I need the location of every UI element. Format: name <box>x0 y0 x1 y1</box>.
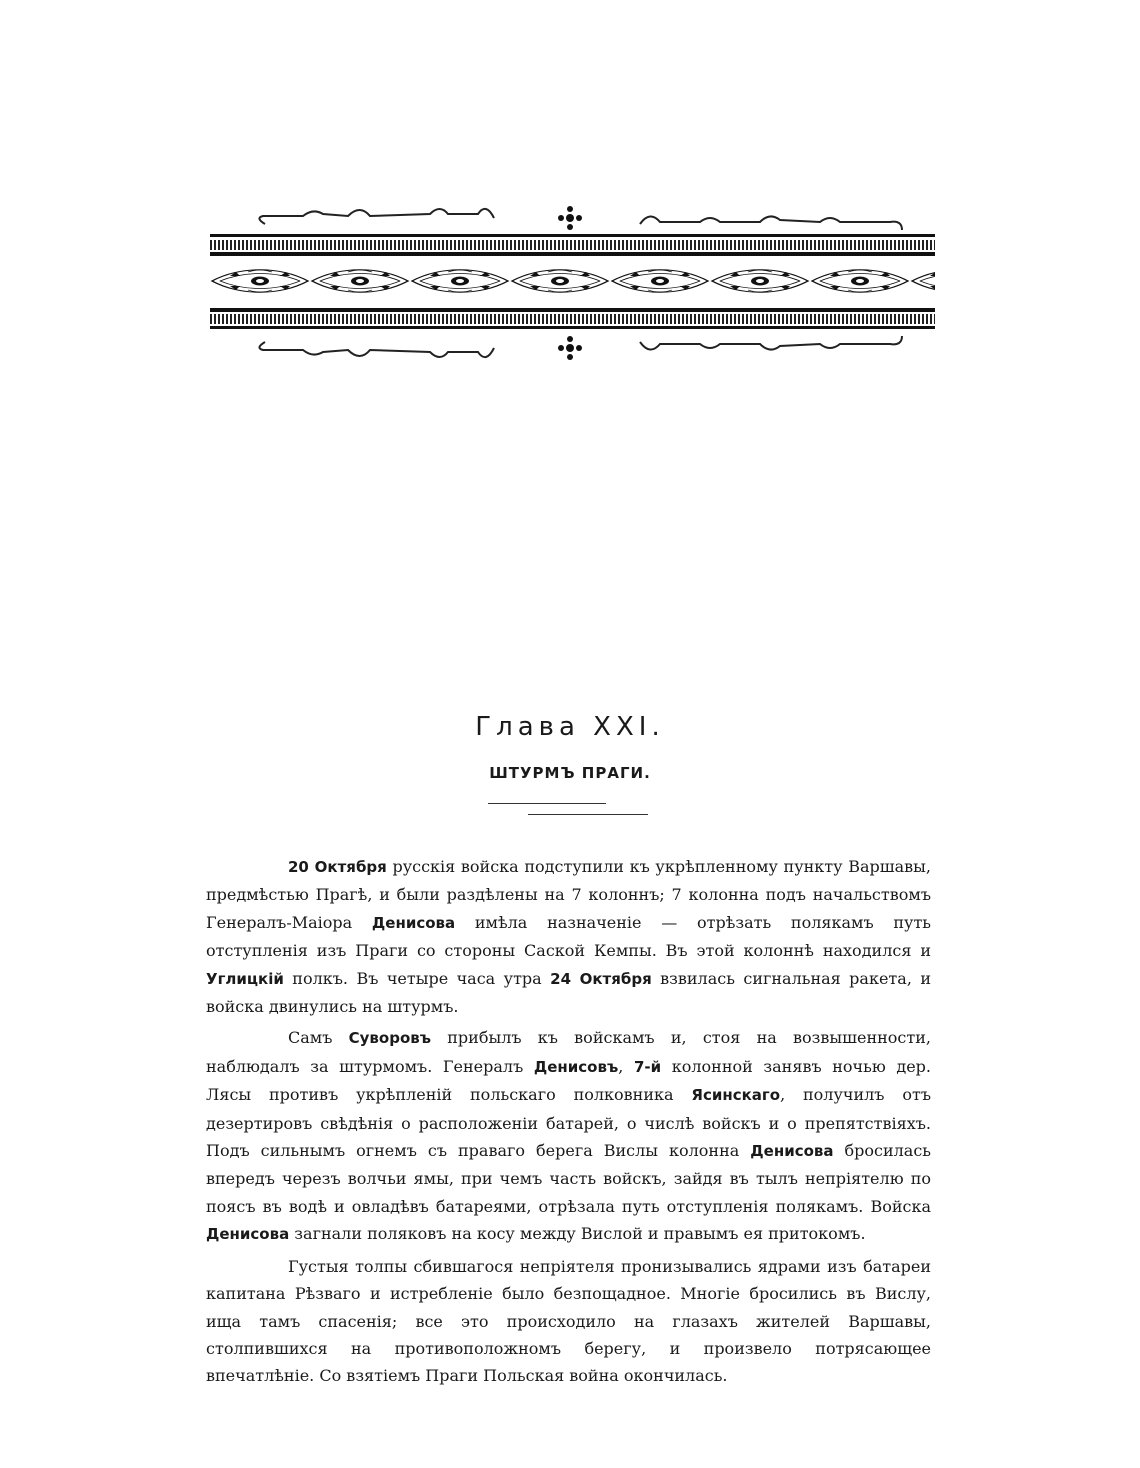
text-run: взвилась сигнальная ракета, и войска двинулись на штурмъ. <box>206 968 931 1017</box>
text-run: Самъ <box>288 1028 349 1048</box>
text-run: прибылъ къ войскамъ и, стоя на возвышенности, наблюдалъ за штурмомъ. Генералъ <box>206 1028 931 1076</box>
emphasized-name: Углицкій <box>206 969 284 988</box>
chapter-body <box>206 853 931 1394</box>
text-run: , <box>618 1056 634 1076</box>
text-run: загнали поляковъ на косу между Вислой и правымъ ея притокомъ. <box>289 1224 866 1244</box>
text-run: полкъ. Въ четыре часа утра <box>283 968 551 988</box>
text-run: имѣла назначеніе — отрѣзать полякамъ путь отступленія изъ Праги со стороны Саской Кемпы. Въ этой колоннѣ находился и <box>206 912 932 961</box>
text-run: Густыя толпы сбившагося непріятеля пронизывались ядрами изъ батареи капитана Рѣзваго и истребленіе было безпощадное. Многіе бросились въ Вислу, ища тамъ спасенія; все это происходило на глазахъ жителей Варшавы, столпившихся на противоположномъ берегу, и произвело потрясающее впечатлѣніе. Со взятіемъ Праги Польская война окончилась. <box>206 1256 931 1386</box>
emphasized-name: Денисова <box>750 1142 834 1161</box>
text-run: русскія войска подступили къ укрѣпленному пункту Варшавы, предмѣстью Прагѣ, и были раздѣлены на 7 колоннъ; 7 колонна подъ начальствомъ Генералъ-Маіора <box>206 857 931 932</box>
emphasized-name: Денисовъ <box>533 1057 619 1076</box>
chapter-subtitle: ШТУРМЪ ПРАГИ. <box>489 764 651 782</box>
emphasized-name: 24 Октября <box>550 969 652 988</box>
emphasized-name: 20 Октября <box>288 858 387 876</box>
body-paragraph <box>206 853 931 1020</box>
body-paragraph <box>206 1253 931 1390</box>
text-run: колонной занявъ ночью дер. Лясы противъ укрѣпленій польскаго полковника <box>206 1056 932 1105</box>
body-paragraph <box>206 1024 931 1248</box>
text-run: , получилъ отъ дезертировъ свѣдѣнія о расположеніи батарей, о числѣ войскъ и о препятствіяхъ. Подъ сильнымъ огнемъ съ праваго берега Вислы колонна <box>206 1085 931 1161</box>
emphasized-name: Ясинскаго <box>691 1086 781 1105</box>
emphasized-name: Денисова <box>206 1225 290 1244</box>
title-divider-upper <box>488 803 606 804</box>
emphasized-name: Суворовъ <box>348 1029 432 1048</box>
ornamental-headpiece <box>210 200 935 370</box>
emphasized-name: 7-й <box>633 1057 662 1076</box>
title-divider-lower <box>528 814 648 815</box>
chapter-title: Глава XXI. <box>475 712 665 742</box>
text-run: бросилась впередъ черезъ волчьи ямы, при чемъ часть войскъ, зайдя въ тылъ непріятелю по поясъ въ водѣ и овладѣвъ батареями, отрѣзала путь отступленія полякамъ. Войска <box>206 1141 932 1216</box>
emphasized-name: Денисова <box>371 913 456 932</box>
